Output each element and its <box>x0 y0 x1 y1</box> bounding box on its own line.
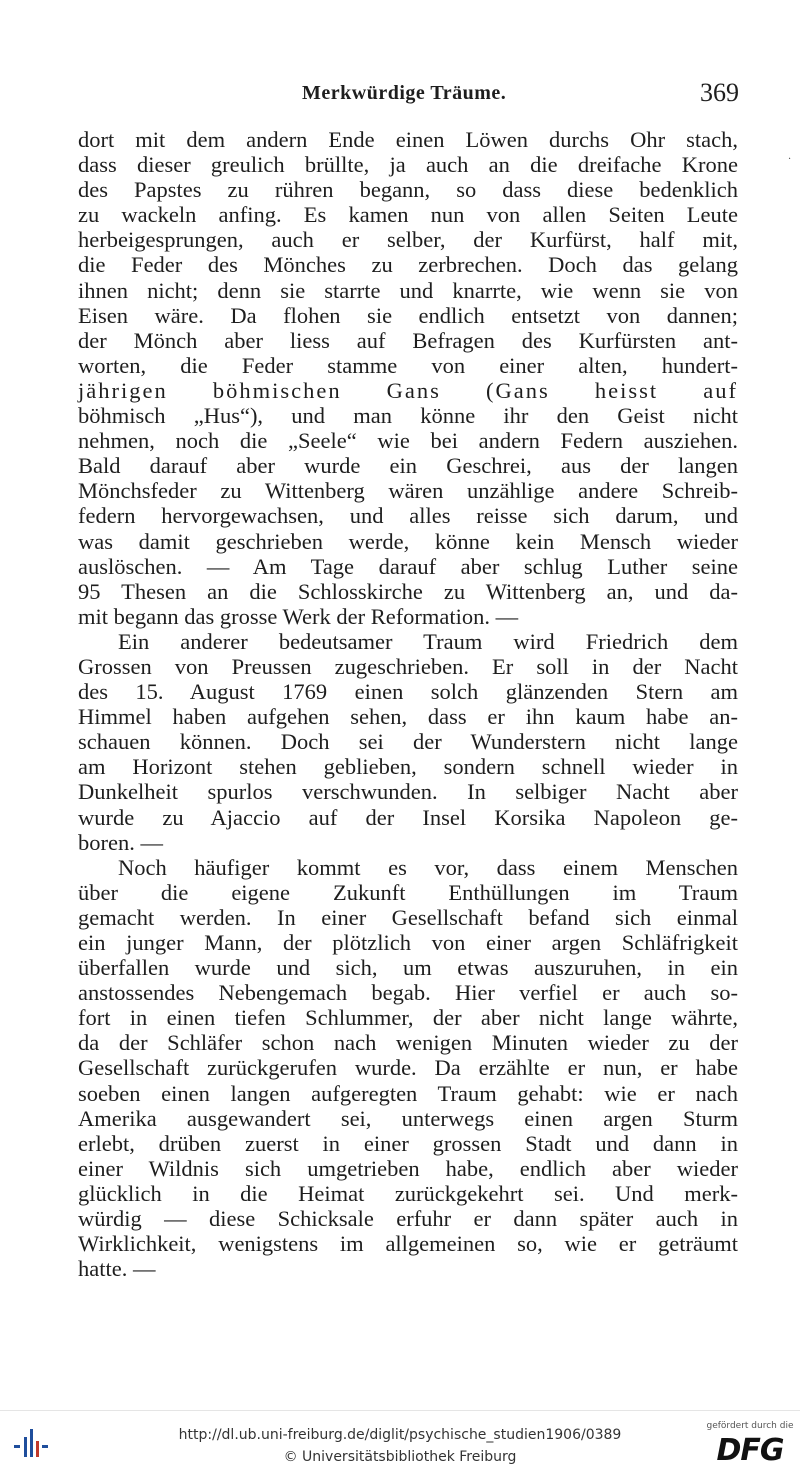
text-line: Grossen von Preussen zugeschrieben. Er soll in der Nacht <box>78 653 738 679</box>
text-line: worten, die Feder stamme von einer alten, hundert- <box>78 352 738 378</box>
text-line: erlebt, drüben zuerst in einer grossen Stadt und dann in <box>78 1130 738 1156</box>
page-number: 369 <box>700 78 739 107</box>
text-line: des Papstes zu rühren begann, so dass diese bedenklich <box>78 177 738 203</box>
text-line: die Feder des Mönches zu zerbrechen. Doch das gelang <box>78 252 738 278</box>
text-line: dass dieser greulich brüllte, ja auch an die dreifache Krone <box>78 152 738 178</box>
text-line: böhmisch „Hus“), und man könne ihr den Geist nicht <box>78 403 738 429</box>
text-line: würdig — diese Schicksale erfuhr er dann später auch in <box>78 1206 738 1232</box>
body-text <box>78 127 738 1281</box>
text-line: Amerika ausgewandert sei, unterwegs einen argen Sturm <box>78 1105 738 1131</box>
text-line: soeben einen langen aufgeregten Traum gehabt: wie er nach <box>78 1080 738 1106</box>
running-title: Merkwürdige Träume. <box>302 82 507 104</box>
viewer-footer <box>0 1410 800 1473</box>
dfg-logo: DFG <box>716 1433 784 1468</box>
text-line: fort in einen tiefen Schlummer, der aber nicht lange währte, <box>78 1005 738 1031</box>
text-line: jährigen böhmischen Gans (Gans heisst auf <box>78 377 738 403</box>
copyright-notice: © Universitätsbibliothek Freiburg <box>283 1449 517 1465</box>
text-line: Gesellschaft zurückgerufen wurde. Da erzählte er nun, er habe <box>78 1055 738 1081</box>
text-line: wurde zu Ajaccio auf der Insel Korsika Napoleon ge- <box>78 804 738 830</box>
text-line: schauen können. Doch sei der Wunderstern nicht lange <box>78 729 738 755</box>
text-line: dort mit dem andern Ende einen Löwen durchs Ohr stach, <box>78 127 738 152</box>
text-line: Wirklichkeit, wenigstens im allgemeinen so, wie er geträumt <box>78 1231 738 1257</box>
text-line: einer Wildnis sich umgetrieben habe, endlich aber wieder <box>78 1155 738 1181</box>
text-line: was damit geschrieben werde, könne kein Mensch wieder <box>78 528 738 554</box>
text-line: nehmen, noch die „Seele“ wie bei andern Federn ausziehen. <box>78 428 738 454</box>
text-line: federn hervorgewachsen, und alles reisse sich darum, und <box>78 503 738 529</box>
permalink[interactable]: http://dl.ub.uni-freiburg.de/diglit/psychische_studien1906/0389 <box>178 1427 622 1443</box>
text-line: Himmel haben aufgehen sehen, dass er ihn kaum habe an- <box>78 704 738 730</box>
text-line: zu wackeln anfing. Es kamen nun von allen Seiten Leute <box>78 202 738 228</box>
text-line: Noch häufiger kommt es vor, dass einem Menschen <box>118 854 738 880</box>
text-line: auslöschen. — Am Tage darauf aber schlug Luther seine <box>78 553 738 579</box>
text-line: gemacht werden. In einer Gesellschaft befand sich einmal <box>78 904 738 930</box>
text-line: Eisen wäre. Da flohen sie endlich entsetzt von dannen; <box>78 302 738 328</box>
text-line: hatte. — <box>78 1256 156 1282</box>
text-line: anstossendes Nebengemach begab. Hier verfiel er auch so- <box>78 980 738 1006</box>
text-line: der Mönch aber liess auf Befragen des Kurfürsten ant- <box>78 327 738 353</box>
text-line: am Horizont stehen geblieben, sondern schnell wieder in <box>78 754 738 780</box>
text-line: des 15. August 1769 einen solch glänzenden Stern am <box>78 679 738 705</box>
text-line: ihnen nicht; denn sie starrte und knarrte, wie wenn sie von <box>78 277 738 303</box>
text-line: herbeigesprungen, auch er selber, der Kurfürst, half mit, <box>78 227 738 253</box>
text-line: boren. — <box>78 829 163 855</box>
text-line: glücklich in die Heimat zurückgekehrt sei. Und merk- <box>78 1180 738 1206</box>
text-line: da der Schläfer schon nach wenigen Minuten wieder zu der <box>78 1030 738 1056</box>
text-line: Mönchsfeder zu Wittenberg wären unzählige andere Schreib- <box>78 478 738 504</box>
text-line: überfallen wurde und sich, um etwas auszuruhen, in ein <box>78 955 738 981</box>
page-header <box>0 78 800 112</box>
text-line: 95 Thesen an die Schlosskirche zu Wittenberg an, und da- <box>78 578 738 604</box>
text-line: mit begann das grosse Werk der Reformation. — <box>78 603 519 629</box>
text-line: Dunkelheit spurlos verschwunden. In selbiger Nacht aber <box>78 779 738 805</box>
text-line: über die eigene Zukunft Enthüllungen im Traum <box>78 879 738 905</box>
margin-mark: · <box>788 154 792 165</box>
funding-note: gefördert durch die <box>706 1421 794 1431</box>
text-line: ein junger Mann, der plötzlich von einer argen Schläfrigkeit <box>78 930 738 955</box>
text-line: Bald darauf aber wurde ein Geschrei, aus der langen <box>78 453 738 479</box>
text-line: Ein anderer bedeutsamer Traum wird Friedrich dem <box>118 628 738 654</box>
